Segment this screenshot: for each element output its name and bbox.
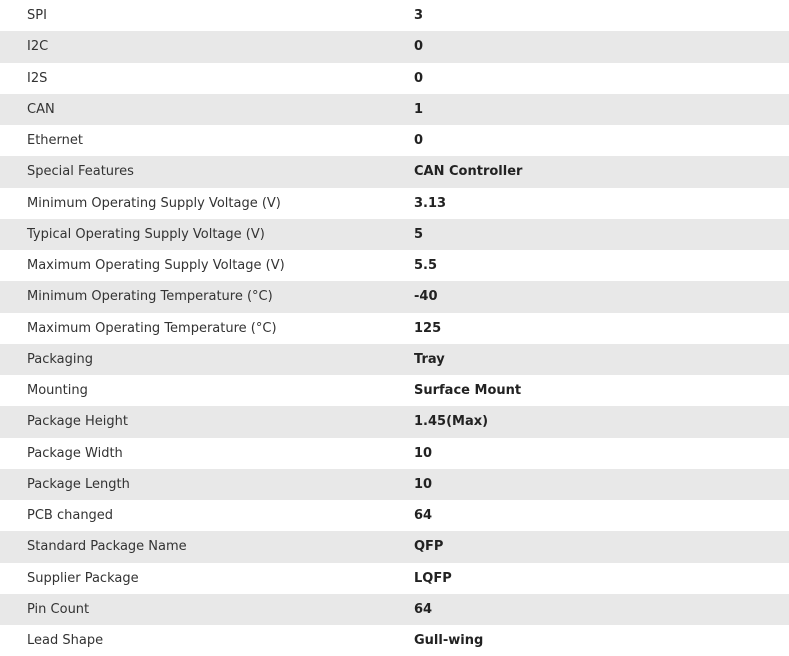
spec-label: I2S — [27, 70, 48, 86]
spec-value: Surface Mount — [414, 383, 522, 399]
spec-label: Maximum Operating Temperature (°C) — [27, 320, 277, 336]
spec-value: LQFP — [414, 570, 452, 586]
spec-row — [0, 250, 789, 281]
spec-label: PCB changed — [27, 508, 114, 524]
spec-value: 3.13 — [414, 195, 447, 211]
spec-row — [0, 406, 789, 437]
spec-value: Tray — [414, 351, 445, 367]
spec-row — [0, 313, 789, 344]
spec-label: Standard Package Name — [27, 539, 187, 555]
spec-label: Lead Shape — [27, 633, 104, 649]
spec-value: QFP — [414, 539, 444, 555]
spec-row — [0, 0, 789, 31]
spec-label: SPI — [27, 8, 47, 24]
spec-row — [0, 219, 789, 250]
spec-label: Supplier Package — [27, 570, 139, 586]
spec-row — [0, 188, 789, 219]
spec-row — [0, 438, 789, 469]
spec-label: Special Features — [27, 164, 134, 180]
spec-label: Package Length — [27, 476, 130, 492]
spec-label: Minimum Operating Temperature (°C) — [27, 289, 273, 305]
spec-row — [0, 156, 789, 187]
spec-label: CAN — [27, 101, 55, 117]
spec-row — [0, 531, 789, 562]
spec-row — [0, 63, 789, 94]
spec-row — [0, 94, 789, 125]
spec-value: CAN Controller — [414, 164, 523, 180]
spec-row — [0, 375, 789, 406]
spec-row — [0, 281, 789, 312]
spec-value: 10 — [414, 445, 433, 461]
spec-value: -40 — [414, 289, 438, 305]
spec-row — [0, 500, 789, 531]
spec-value: 5.5 — [414, 258, 438, 274]
spec-value: Gull-wing — [414, 633, 484, 649]
spec-row — [0, 563, 789, 594]
spec-value: 0 — [414, 39, 424, 55]
spec-row — [0, 469, 789, 500]
spec-value: 0 — [414, 70, 424, 86]
spec-label: Ethernet — [27, 133, 83, 149]
spec-value: 5 — [414, 226, 424, 242]
spec-value: 64 — [414, 601, 433, 617]
spec-label: Maximum Operating Supply Voltage (V) — [27, 258, 285, 274]
spec-value: 10 — [414, 476, 433, 492]
spec-label: Package Width — [27, 445, 123, 461]
spec-value: 1 — [414, 101, 424, 117]
spec-label: Packaging — [27, 351, 93, 367]
spec-value: 1.45(Max) — [414, 414, 489, 430]
spec-value: 64 — [414, 508, 433, 524]
spec-value: 3 — [414, 8, 424, 24]
spec-label: Mounting — [27, 383, 88, 399]
spec-label: Package Height — [27, 414, 128, 430]
spec-label: Pin Count — [27, 601, 90, 617]
spec-label: Typical Operating Supply Voltage (V) — [27, 226, 265, 242]
spec-row — [0, 625, 789, 656]
spec-row — [0, 31, 789, 62]
spec-label: Minimum Operating Supply Voltage (V) — [27, 195, 281, 211]
spec-row — [0, 594, 789, 625]
spec-row — [0, 344, 789, 375]
spec-label: I2C — [27, 39, 49, 55]
spec-value: 0 — [414, 133, 424, 149]
spec-row — [0, 125, 789, 156]
spec-value: 125 — [414, 320, 442, 336]
